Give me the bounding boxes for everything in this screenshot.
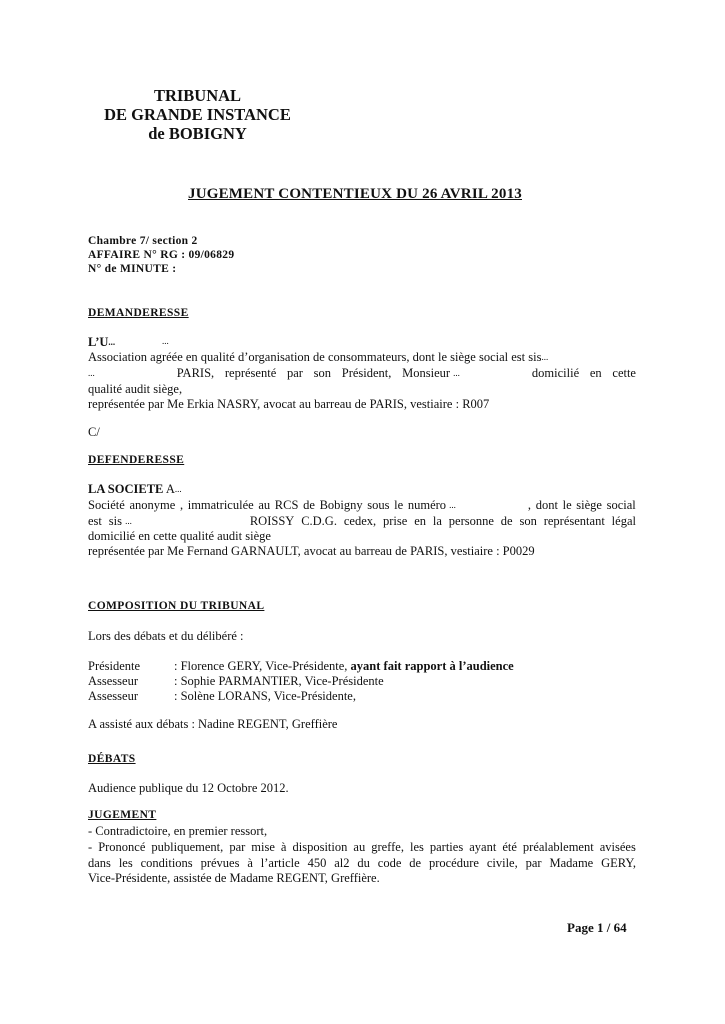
demanderesse-line2: ... PARIS, représenté par son Président, Monsieur ... domicilié en cette	[88, 366, 636, 380]
defenderesse-line3: domicilié en cette qualité audit siège	[88, 529, 271, 543]
affaire-number: AFFAIRE N° RG : 09/06829	[88, 249, 235, 261]
member-role: Présidente	[88, 659, 141, 673]
member-role: Assesseur	[88, 674, 138, 688]
demanderesse-heading: DEMANDERESSE	[88, 307, 189, 319]
demanderesse-line3: qualité audit siège,	[88, 382, 183, 396]
member-name: : Florence GERY, Vice-Présidente, ayant fait rapport à l’audience	[174, 659, 514, 673]
member-name: : Sophie PARMANTIER, Vice-Présidente	[174, 674, 384, 688]
defenderesse-heading: DEFENDERESSE	[88, 454, 185, 466]
jugement-line3: dans les conditions prévues à l’article 450 al2 du code de procédure civile, par Madame GERY,	[88, 856, 636, 870]
judgment-title: JUGEMENT CONTENTIEUX DU 26 AVRIL 2013	[188, 186, 522, 202]
defenderesse-name: LA SOCIETE A...	[88, 482, 182, 496]
court-name-line3: de BOBIGNY	[148, 124, 247, 143]
minute-number: N° de MINUTE :	[88, 263, 177, 275]
court-name-line1: TRIBUNAL	[153, 86, 242, 105]
member-name: : Solène LORANS, Vice-Présidente,	[174, 689, 356, 703]
greffe-line: A assisté aux débats : Nadine REGENT, Greffière	[88, 717, 338, 731]
composition-intro: Lors des débats et du délibéré :	[88, 629, 244, 643]
chamber: Chambre 7/ section 2	[88, 235, 198, 247]
jugement-heading: JUGEMENT	[88, 809, 157, 821]
debats-heading: DÉBATS	[88, 753, 136, 765]
jugement-line2: - Prononcé publiquement, par mise à disposition au greffe, les parties ayant été préalablement avisées	[88, 840, 636, 854]
page-number: Page 1 / 64	[567, 920, 627, 935]
jugement-line4: Vice-Présidente, assistée de Madame REGENT, Greffière.	[88, 871, 380, 885]
jugement-line1: - Contradictoire, en premier ressort,	[88, 824, 268, 838]
composition-heading: COMPOSITION DU TRIBUNAL	[88, 600, 265, 612]
court-name-line2: DE GRANDE INSTANCE	[104, 105, 291, 124]
versus: C/	[88, 425, 100, 439]
defenderesse-lawyer: représentée par Me Fernand GARNAULT, avocat au barreau de PARIS, vestiaire : P0029	[88, 544, 535, 558]
member-role: Assesseur	[88, 689, 138, 703]
demanderesse-line1: Association agréée en qualité d’organisation de consommateurs, dont le siège social est sis...	[88, 350, 549, 364]
defenderesse-line2: est sis ... ROISSY C.D.G. cedex, prise en la personne de son représentant légal	[88, 514, 636, 528]
redacted-ellipsis: ...	[162, 336, 169, 346]
defenderesse-line1: Société anonyme , immatriculée au RCS de Bobigny sous le numéro ... , dont le siège social	[88, 498, 636, 512]
demanderesse-name: L’U...	[88, 335, 116, 349]
debats-text: Audience publique du 12 Octobre 2012.	[88, 781, 289, 795]
demanderesse-lawyer: représentée par Me Erkia NASRY, avocat au barreau de PARIS, vestiaire : R007	[88, 397, 490, 411]
